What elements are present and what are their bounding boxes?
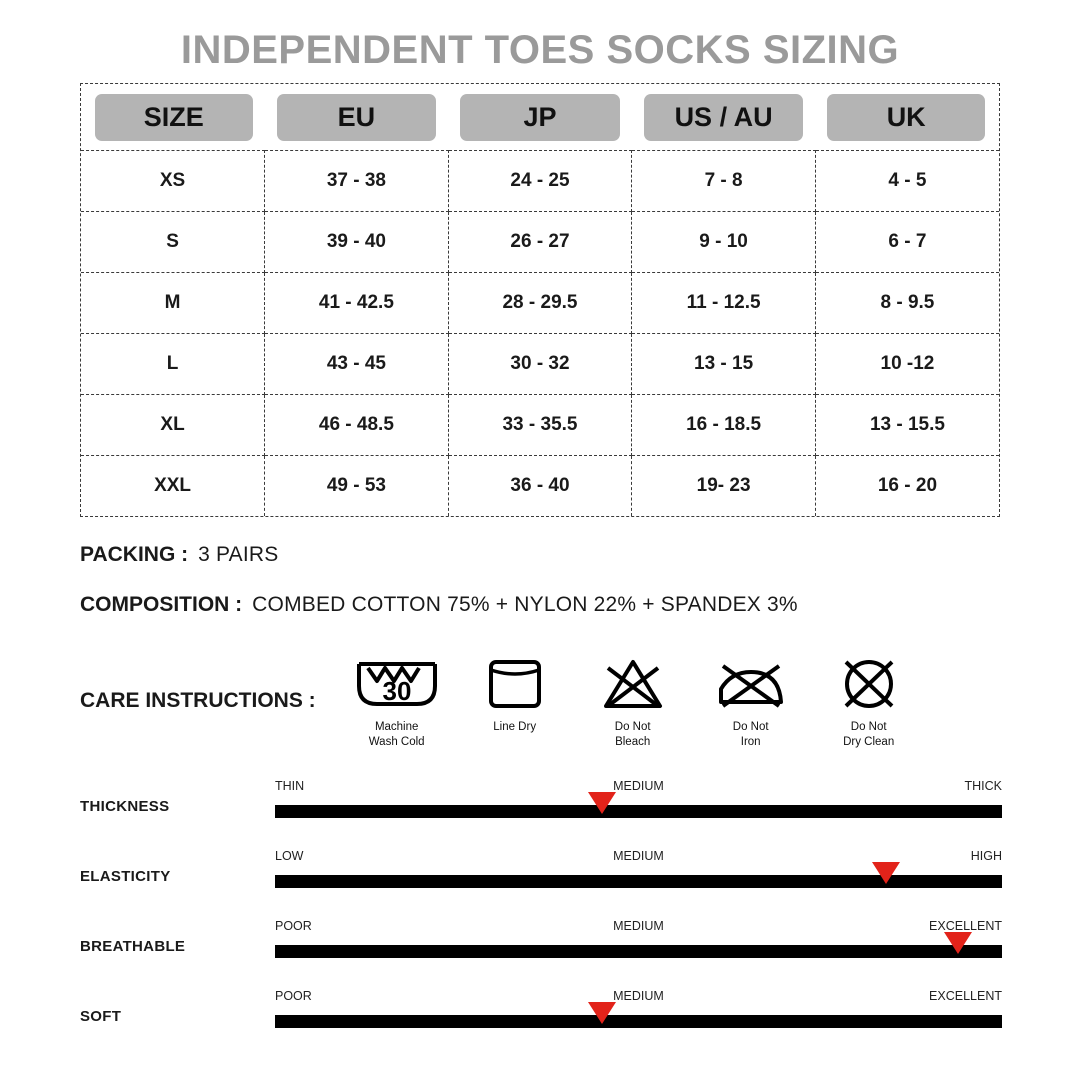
scale-tick-mid: MEDIUM (613, 779, 664, 794)
scale-ticks (275, 989, 1002, 1011)
cell-size: XL (81, 395, 265, 456)
cell-eu: 46 - 48.5 (265, 395, 449, 456)
packing-line (80, 543, 1000, 567)
svg-text:30: 30 (382, 676, 412, 707)
machine-wash-cold-icon (338, 653, 456, 715)
cell-jp: 33 - 35.5 (448, 395, 632, 456)
product-info (80, 543, 1000, 617)
cell-jp: 24 - 25 (448, 151, 632, 212)
care-item-do-not-iron (692, 653, 810, 749)
size-table (81, 84, 999, 516)
table-row (81, 395, 999, 456)
cell-eu: 41 - 42.5 (265, 273, 449, 334)
cell-uk: 4 - 5 (815, 151, 999, 212)
scale-tick-right: HIGH (970, 849, 1002, 864)
scale-thickness (80, 771, 1002, 841)
cell-size: S (81, 212, 265, 273)
cell-size: L (81, 334, 265, 395)
table-row (81, 456, 999, 517)
scale-marker (588, 792, 616, 814)
page-title: INDEPENDENT TOES SOCKS SIZING (180, 28, 900, 72)
scale-bar (275, 805, 1002, 818)
scale-label: SOFT (80, 1007, 122, 1025)
scale-tick-left: LOW (275, 849, 304, 864)
do-not-bleach-icon (574, 653, 692, 715)
cell-size: XS (81, 151, 265, 212)
cell-jp: 26 - 27 (448, 212, 632, 273)
cell-uk: 8 - 9.5 (815, 273, 999, 334)
table-row (81, 273, 999, 334)
care-item-machine-wash-cold (338, 653, 456, 749)
scale-track-container (275, 919, 1002, 973)
scale-tick-right: THICK (964, 779, 1002, 794)
scale-breathable (80, 911, 1002, 981)
cell-uk: 10 -12 (815, 334, 999, 395)
packing-label: PACKING : (80, 543, 189, 567)
cell-uk: 6 - 7 (815, 212, 999, 273)
table-row (81, 212, 999, 273)
scale-track-container (275, 779, 1002, 833)
cell-us-au: 11 - 12.5 (632, 273, 816, 334)
scale-marker (872, 862, 900, 884)
cell-uk: 16 - 20 (815, 456, 999, 517)
composition-label: COMPOSITION : (80, 593, 243, 617)
scale-ticks (275, 919, 1002, 941)
scale-tick-left: POOR (275, 919, 312, 934)
cell-jp: 28 - 29.5 (448, 273, 632, 334)
care-icon-list (338, 653, 928, 749)
table-header-row (81, 84, 999, 151)
scale-label: THICKNESS (80, 797, 170, 815)
scale-tick-left: POOR (275, 989, 312, 1004)
scale-bar (275, 1015, 1002, 1028)
scale-marker (944, 932, 972, 954)
scale-tick-mid: MEDIUM (613, 849, 664, 864)
care-caption: Do Not Dry Clean (843, 721, 895, 748)
scale-elasticity (80, 841, 1002, 911)
column-header-jp: JP (460, 94, 620, 141)
scale-tick-mid: MEDIUM (613, 919, 664, 934)
line-dry-icon (456, 653, 574, 715)
cell-jp: 30 - 32 (448, 334, 632, 395)
size-table-container (80, 83, 1000, 517)
care-caption: Do Not Bleach (614, 721, 651, 748)
composition-line (80, 593, 1000, 617)
table-row (81, 334, 999, 395)
care-item-do-not-dry-clean (810, 653, 928, 749)
scale-track-container (275, 849, 1002, 903)
cell-eu: 49 - 53 (265, 456, 449, 517)
cell-us-au: 19- 23 (632, 456, 816, 517)
scale-track-container (275, 989, 1002, 1043)
scale-marker (588, 1002, 616, 1024)
column-header-us-au: US / AU (644, 94, 804, 141)
scale-soft (80, 981, 1002, 1051)
scale-label: ELASTICITY (80, 867, 171, 885)
care-item-line-dry (456, 653, 574, 734)
scale-tick-left: THIN (275, 779, 305, 794)
column-header-uk: UK (827, 94, 985, 141)
scale-tick-right: EXCELLENT (929, 989, 1002, 1004)
care-caption: Do Not Iron (732, 721, 769, 748)
care-instructions (80, 653, 1080, 749)
care-instructions-label: CARE INSTRUCTIONS : (80, 689, 316, 713)
do-not-dry-clean-icon (810, 653, 928, 715)
cell-eu: 37 - 38 (265, 151, 449, 212)
do-not-iron-icon (692, 653, 810, 715)
cell-eu: 43 - 45 (265, 334, 449, 395)
scale-label: BREATHABLE (80, 937, 186, 955)
care-caption: Line Dry (493, 721, 537, 734)
cell-size: M (81, 273, 265, 334)
cell-size: XXL (81, 456, 265, 517)
scale-ticks (275, 779, 1002, 801)
cell-uk: 13 - 15.5 (815, 395, 999, 456)
cell-us-au: 9 - 10 (632, 212, 816, 273)
table-row (81, 151, 999, 212)
cell-us-au: 16 - 18.5 (632, 395, 816, 456)
care-item-do-not-bleach (574, 653, 692, 749)
cell-eu: 39 - 40 (265, 212, 449, 273)
rating-scales (0, 771, 1080, 1051)
care-caption: Machine Wash Cold (368, 721, 425, 748)
column-header-eu: EU (277, 94, 437, 141)
cell-us-au: 7 - 8 (632, 151, 816, 212)
cell-jp: 36 - 40 (448, 456, 632, 517)
packing-value: 3 PAIRS (198, 543, 279, 567)
cell-us-au: 13 - 15 (632, 334, 816, 395)
scale-bar (275, 945, 1002, 958)
scale-tick-right: EXCELLENT (929, 919, 1002, 934)
scale-tick-mid: MEDIUM (613, 989, 664, 1004)
composition-value: COMBED COTTON 75% + NYLON 22% + SPANDEX 3% (252, 593, 798, 617)
column-header-size: SIZE (95, 94, 253, 141)
